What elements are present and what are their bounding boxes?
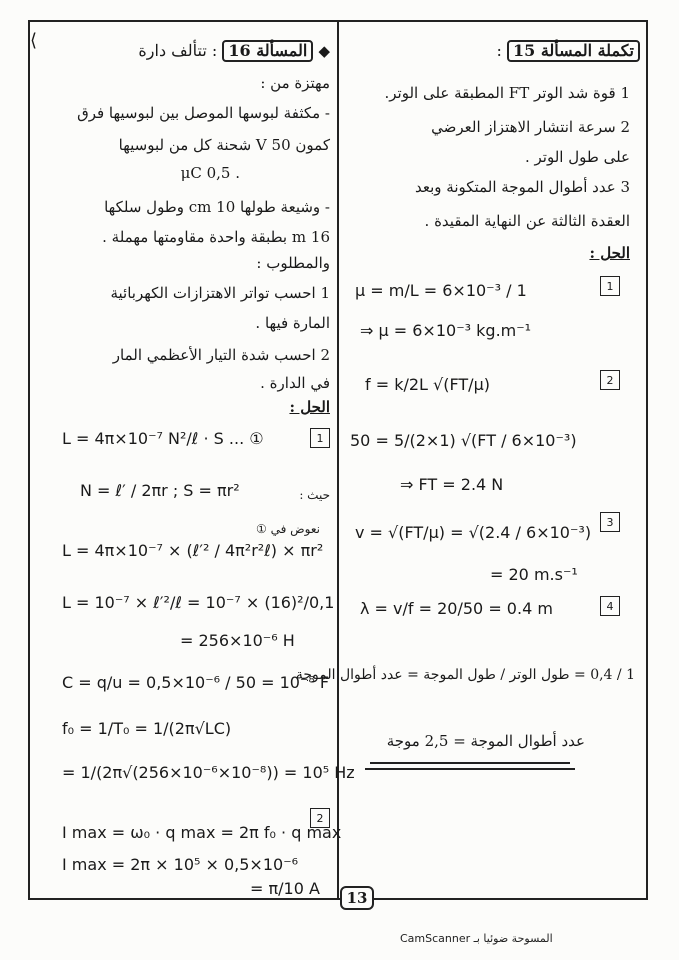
left-step-tag-1: 1 [310,428,330,448]
left-step-tag-2: 2 [310,808,330,828]
right-question-4: العقدة الثالثة عن النهاية المقيدة . [424,212,630,230]
left-line-10: في الدارة . [260,374,330,392]
left-header-title-box [222,40,313,62]
right-step-tag-3: 3 [600,512,620,532]
right-header [350,40,640,62]
right-step-1-line-0: μ = m/L = 6×10⁻³ / 1 [355,281,527,300]
right-question-0: 1 قوة شد الوتر FT المطبقة على الوتر. [384,84,630,102]
right-step-1-line-1: ⇒ μ = 6×10⁻³ kg.m⁻¹ [360,321,532,340]
right-question-1: 2 سرعة انتشار الاهتزاز العرضي [431,118,630,136]
left-header [60,40,330,62]
corner-mark-icon: ⟨ [30,30,38,51]
left-line-8: المارة فيها . [255,314,330,332]
left-line-5: 16 m بطبقة واحدة مقاومتها مهملة . [102,228,330,246]
right-step-3-line-1: = 20 m.s⁻¹ [490,565,578,584]
right-step-2-line-0: f = k/2L √(FT/μ) [365,375,490,394]
left-formula-8: = 1/(2π√(256×10⁻⁶×10⁻⁸)) = 10⁵ Hz [62,763,355,782]
right-result-line: عدد أطوال الموجة = 2,5 موجة [386,732,585,750]
left-header-subject: : تتألف دارة [138,41,218,60]
right-step-2-line-2: ⇒ FT = 2.4 N [400,475,504,494]
left-formula-6: C = q/u = 0,5×10⁻⁶ / 50 = 10⁻⁸ F [62,673,330,692]
right-step-4-line-0: λ = v/f = 20/50 = 0.4 m [360,599,553,618]
left-formula-7: f₀ = 1/T₀ = 1/(2π√LC) [62,719,232,738]
left-line-7: 1 احسب تواتر الاهتزازات الكهربائية [110,284,330,302]
left-formula-0: L = 4π×10⁻⁷ N²/ℓ · S ... ① [62,429,264,448]
right-header-title-box [507,40,640,62]
left-formula-1: N = ℓ′ / 2πr ; S = πr² [80,481,240,500]
right-step-tag-1: 1 [600,276,620,296]
left-formula-9: I max = ω₀ · q max = 2π f₀ · q max [62,823,342,842]
left-header-bullet-icon: ◆ [318,42,330,60]
left-line-2: كمون 50 V شحنة كل من لبوسيها [118,136,330,154]
left-formula-11: = π/10 A [250,879,320,898]
right-solution-label: الحل : [589,244,630,262]
left-line-9: 2 احسب شدة التيار الأعظمي المار [112,346,330,364]
left-line-3: . 0,5 μC [180,164,240,182]
right-step-tag-2: 2 [600,370,620,390]
left-line-6: والمطلوب : [256,254,330,272]
right-step-2-line-1: 50 = 5/(2×1) √(FT / 6×10⁻³) [350,431,577,450]
left-header-number: 16 [228,41,251,60]
right-header-title: تكملة المسألة [540,41,634,60]
left-formula-2: نعوض في ① [256,522,320,536]
left-line-0: مهتزة من : [260,74,330,92]
left-line-4: - وشيعة طولها 10 cm وطول سلكها [104,198,330,216]
right-question-2: على طول الوتر . [524,148,630,166]
result-underline-1 [370,762,570,764]
left-formula-10: I max = 2π × 10⁵ × 0,5×10⁻⁶ [62,855,299,874]
result-underline-2 [365,768,575,770]
right-step-tag-4: 4 [600,596,620,616]
left-formula-5: = 256×10⁻⁶ H [180,631,295,650]
left-line-1: - مكثفة لبوسها الموصل بين لبوسيها فرق [77,104,330,122]
left-side-note: حيث : [299,488,330,502]
right-step-3-line-0: v = √(FT/μ) = √(2.4 / 6×10⁻³) [355,523,592,542]
scanner-footer: المسوحة ضوئيا بـ CamScanner [400,932,553,945]
left-header-title: المسألة [256,41,308,60]
right-header-number: 15 [513,41,536,60]
right-header-colon: : [496,41,502,60]
left-formula-3: L = 4π×10⁻⁷ × (ℓ′² / 4π²r²ℓ) × πr² [62,541,324,560]
right-ratio-line: 1 / 0,4 = طول الوتر / طول الموجة = عدد أطوال الموجة [295,667,635,683]
left-solution-label: الحل : [289,398,330,416]
right-question-3: 3 عدد أطوال الموجة المتكونة وبعد [415,178,630,196]
page-number: 13 [340,886,374,910]
left-formula-4: L = 10⁻⁷ × ℓ′²/ℓ = 10⁻⁷ × (16)²/0,1 [62,593,335,612]
